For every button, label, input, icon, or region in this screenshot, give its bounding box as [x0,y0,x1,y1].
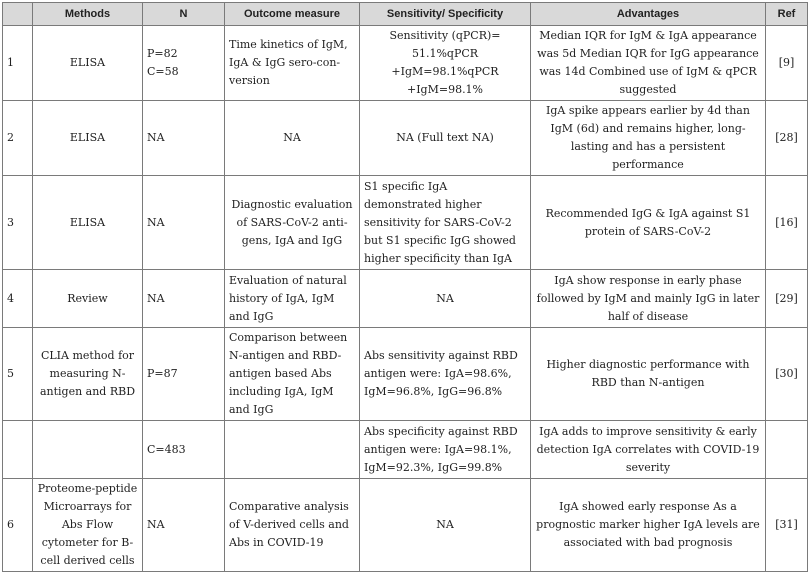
n-cell: NA [143,479,225,572]
sensitivity-cell: S1 specific IgA demonstrated higher sensitivity for SARS-CoV-2 but S1 specific IgG showed higher specificity than IgA [360,176,531,270]
header-advantages: Advantages [531,3,766,26]
sensitivity-cell: Sensitivity (qPCR)= 51.1%qPCR +IgM=98.1%qPCR +IgM=98.1% [360,26,531,101]
method-cell: ELISA [33,176,143,270]
table-row [3,101,808,176]
ref-cell: [30] [766,328,808,421]
advantages-cell: Recommended IgG & IgA against S1 protein of SARS-CoV-2 [531,176,766,270]
table-row [3,479,808,572]
advantages-cell: IgA adds to improve sensitivity & early detection IgA correlates with COVID-19 severity [531,421,766,479]
outcome-cell: NA [225,101,360,176]
method-cell: Proteome-peptide Microarrays for Abs Flow cytometer for B-cell derived cells [33,479,143,572]
n-cell: NA [143,101,225,176]
table-row [3,328,808,421]
table-row [3,176,808,270]
method-cell: CLIA method for measuring N-antigen and RBD [33,328,143,421]
n-cell: NA [143,176,225,270]
advantages-cell: Higher diagnostic performance with RBD than N-antigen [531,328,766,421]
header-outcome-measure: Outcome measure [225,3,360,26]
table-row [3,26,808,101]
outcome-cell: Diagnostic evaluation of SARS-CoV-2 anti-gens, IgA and IgG [225,176,360,270]
sensitivity-cell: NA [360,270,531,328]
method-cell: ELISA [33,26,143,101]
ref-cell [766,421,808,479]
row-number: 6 [3,479,33,572]
method-cell: ELISA [33,101,143,176]
n-cell: P=82 C=58 [143,26,225,101]
header-row [3,3,808,26]
sensitivity-cell: NA (Full text NA) [360,101,531,176]
row-number: 3 [3,176,33,270]
ref-cell: [16] [766,176,808,270]
row-number: 1 [3,26,33,101]
n-cell: P=87 [143,328,225,421]
sensitivity-cell: Abs sensitivity against RBD antigen were: IgA=98.6%, IgM=96.8%, IgG=96.8% [360,328,531,421]
sensitivity-cell: Abs specificity against RBD antigen were: IgA=98.1%, IgM=92.3%, IgG=99.8% [360,421,531,479]
row-number [3,421,33,479]
outcome-cell: Comparative analysis of V-derived cells and Abs in COVID-19 [225,479,360,572]
header-ref: Ref [766,3,808,26]
outcome-cell: Evaluation of natural history of IgA, IgM and IgG [225,270,360,328]
sensitivity-cell: NA [360,479,531,572]
table-row [3,270,808,328]
table-container [2,2,808,572]
n-cell: C=483 [143,421,225,479]
advantages-cell: IgA show response in early phase followed by IgM and mainly IgG in later half of disease [531,270,766,328]
row-number: 2 [3,101,33,176]
header-sensitivity-specificity: Sensitivity/ Specificity [360,3,531,26]
method-cell: Review [33,270,143,328]
ref-cell: [9] [766,26,808,101]
header-index [3,3,33,26]
ref-cell: [28] [766,101,808,176]
ref-cell: [29] [766,270,808,328]
header-n: N [143,3,225,26]
n-cell: NA [143,270,225,328]
outcome-cell [225,421,360,479]
comparison-table [2,2,808,572]
table-row [3,421,808,479]
method-cell [33,421,143,479]
outcome-cell: Time kinetics of IgM, IgA & IgG sero-con-version [225,26,360,101]
header-methods: Methods [33,3,143,26]
advantages-cell: IgA spike appears earlier by 4d than IgM (6d) and remains higher, long-lasting and has a persistent performance [531,101,766,176]
advantages-cell: IgA showed early response As a prognostic marker higher IgA levels are associated with bad prognosis [531,479,766,572]
advantages-cell: Median IQR for IgM & IgA appearance was 5d Median IQR for IgG appearance was 14d Combined use of IgM & qPCR suggested [531,26,766,101]
outcome-cell: Comparison between N-antigen and RBD-antigen based Abs including IgA, IgM and IgG [225,328,360,421]
ref-cell: [31] [766,479,808,572]
row-number: 5 [3,328,33,421]
row-number: 4 [3,270,33,328]
